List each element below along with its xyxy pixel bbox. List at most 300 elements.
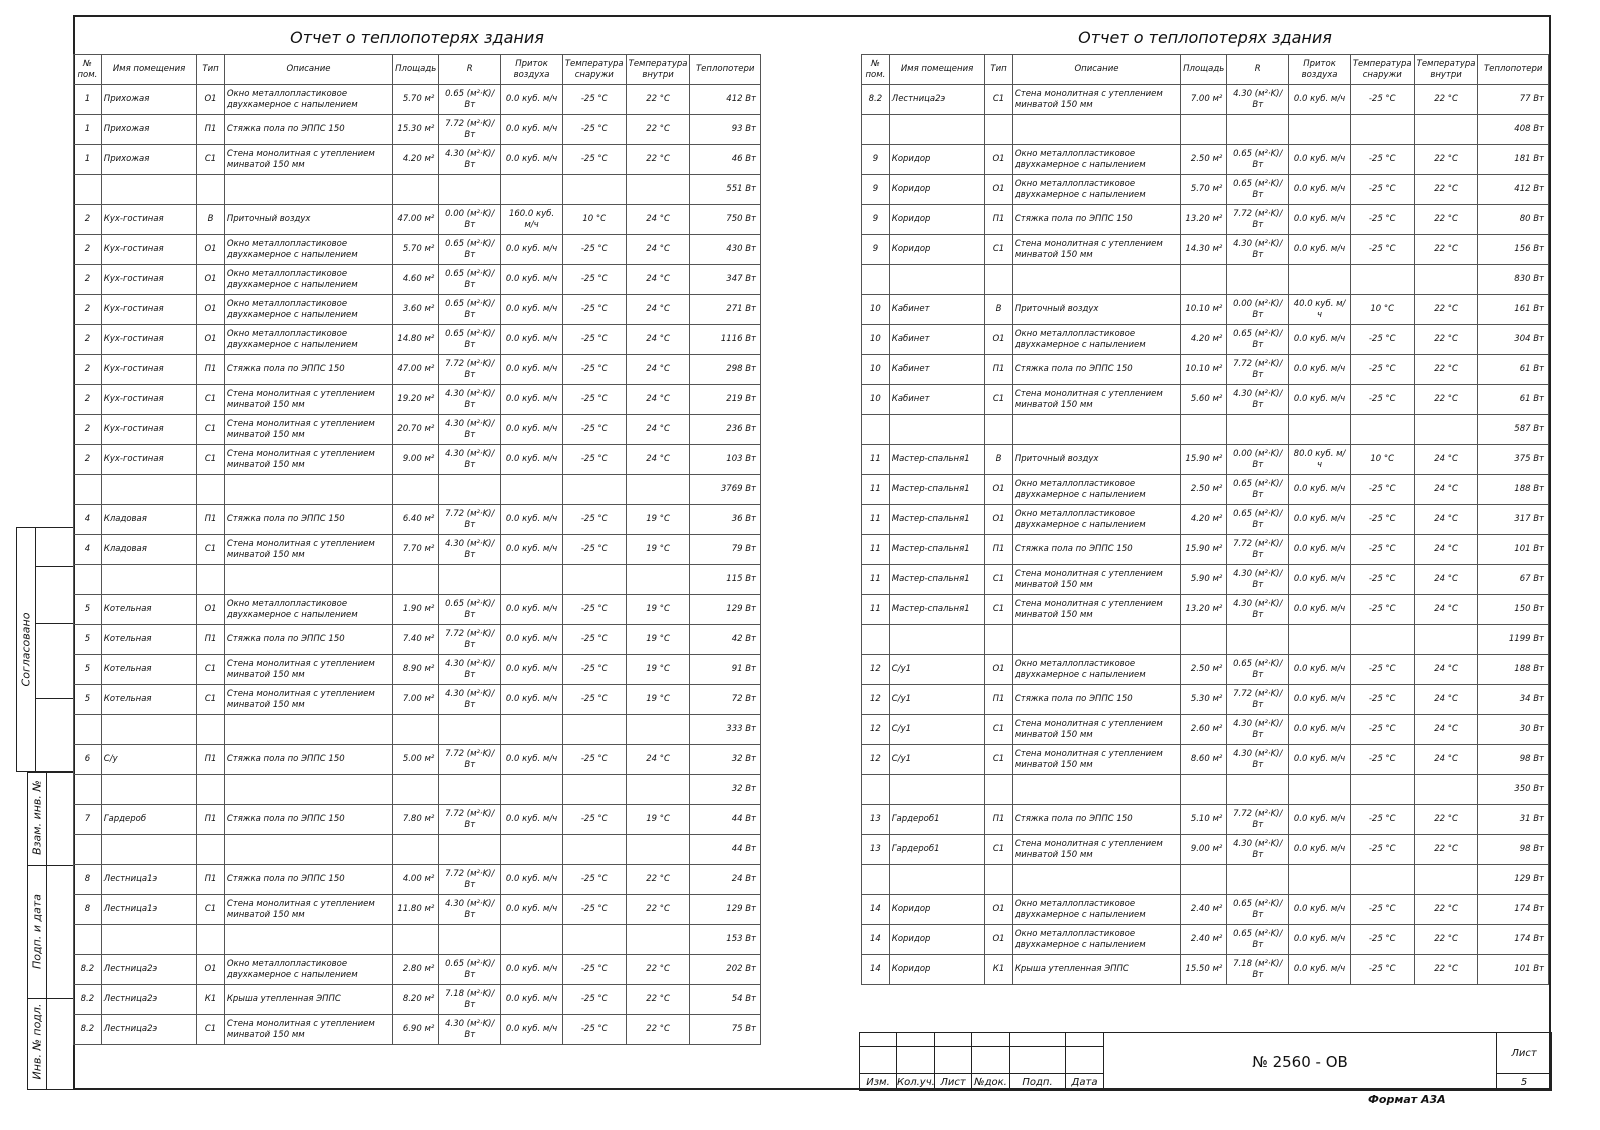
cell-temp-inside: 22 °C [626,985,690,1015]
cell-area: 14.80 м² [393,325,439,355]
cell-room-number: 6 [74,745,102,775]
cell-heat-loss: 93 Вт [690,115,761,145]
cell-air-inflow: 40.0 куб. м/ч [1289,295,1351,325]
cell-temp-inside: 24 °C [1414,715,1478,745]
header-r-value: R [439,55,501,85]
cell-type: К1 [985,955,1013,985]
cell-air-inflow: 0.0 куб. м/ч [501,1015,563,1045]
table-row [74,535,761,565]
cell-type: О1 [985,895,1013,925]
cell-type: О1 [985,655,1013,685]
cell-air-inflow: 0.0 куб. м/ч [1289,745,1351,775]
cell-room-name: Кабинет [889,385,984,415]
cell-temp-inside: 19 °C [626,595,690,625]
cell-temp-inside: 22 °C [1414,925,1478,955]
cell-room-number: 4 [74,535,102,565]
cell-r-value: 7.18 (м²·K)/Вт [439,985,501,1015]
cell-temp-outside: -25 °C [562,325,626,355]
table-row [74,85,761,115]
cell-temp-inside: 19 °C [626,535,690,565]
cell-air-inflow: 0.0 куб. м/ч [501,505,563,535]
cell-room-number: 11 [862,565,890,595]
cell-r-value: 0.65 (м²·K)/Вт [1227,925,1289,955]
cell-area: 4.00 м² [393,865,439,895]
cell-heat-loss: 129 Вт [690,895,761,925]
cell-description: Стена монолитная с утеплением минватой 150 мм [1012,595,1180,625]
cell-heat-loss: 103 Вт [690,445,761,475]
cell-temp-inside [626,715,690,745]
format-label: Формат А3А [1368,1093,1446,1106]
cell-temp-inside [626,475,690,505]
cell-description: Стена монолитная с утеплением минватой 150 мм [224,385,392,415]
cell-type: С1 [985,595,1013,625]
cell-description: Стена монолитная с утеплением минватой 150 мм [1012,745,1180,775]
cell-room-number: 8 [74,895,102,925]
cell-temp-outside: -25 °C [1350,85,1414,115]
cell-heat-loss: 79 Вт [690,535,761,565]
cell-room-name: Гардероб1 [889,835,984,865]
cell-r-value: 4.30 (м²·K)/Вт [1227,715,1289,745]
cell-room-name: Мастер-спальня1 [889,565,984,595]
cell-r-value: 7.72 (м²·K)/Вт [1227,805,1289,835]
cell-area: 7.00 м² [1181,85,1227,115]
cell-type: С1 [197,415,225,445]
cell-description: Окно металлопластиковое двухкамерное с напылением [224,235,392,265]
cell-room-name: Коридор [889,955,984,985]
header-room-name: Имя помещения [889,55,984,85]
report-title: Отчет о теплопотерях здания [290,28,544,47]
table-row [74,1015,761,1045]
subtotal-row [74,835,761,865]
cell-heat-loss: 98 Вт [1478,835,1549,865]
cell-air-inflow: 80.0 куб. м/ч [1289,445,1351,475]
cell-air-inflow [1289,265,1351,295]
stamp-col-label: Кол.уч. [897,1074,935,1091]
cell-temp-inside [1414,415,1478,445]
cell-room-number: 9 [862,175,890,205]
cell-room-name: Кух-гостиная [101,325,196,355]
cell-room-number: 1 [74,115,102,145]
cell-description: Стена монолитная с утеплением минватой 150 мм [224,655,392,685]
cell-r-value: 7.18 (м²·K)/Вт [1227,955,1289,985]
cell-description [224,925,392,955]
cell-r-value [439,775,501,805]
cell-description [224,565,392,595]
cell-room-number: 2 [74,385,102,415]
cell-description [1012,115,1180,145]
cell-heat-loss: 150 Вт [1478,595,1549,625]
cell-temp-inside [1414,625,1478,655]
header-area: Площадь [1181,55,1227,85]
cell-type: С1 [197,535,225,565]
table-row [74,415,761,445]
cell-r-value [439,925,501,955]
header-temp-inside: Температура внутри [626,55,690,85]
cell-room-name [889,265,984,295]
cell-room-name [889,625,984,655]
cell-room-name: Лестница2э [889,85,984,115]
cell-area: 5.70 м² [1181,175,1227,205]
table-row [74,145,761,175]
cell-r-value: 7.72 (м²·K)/Вт [439,865,501,895]
cell-air-inflow: 160.0 куб. м/ч [501,205,563,235]
cell-temp-inside: 22 °C [1414,295,1478,325]
cell-temp-inside: 19 °C [626,505,690,535]
stamp-col-label: Лист [935,1074,972,1091]
cell-temp-outside: -25 °C [1350,475,1414,505]
cell-air-inflow [501,475,563,505]
cell-room-name: С/у1 [889,745,984,775]
cell-temp-inside: 22 °C [1414,805,1478,835]
table-row [862,955,1549,985]
cell-room-number: 1 [74,85,102,115]
cell-r-value: 4.30 (м²·K)/Вт [1227,235,1289,265]
heatloss-table [73,54,761,1045]
cell-area: 2.50 м² [1181,145,1227,175]
cell-room-name [889,775,984,805]
cell-room-name: Кух-гостиная [101,415,196,445]
cell-air-inflow: 0.0 куб. м/ч [1289,955,1351,985]
cell-temp-outside: -25 °C [562,445,626,475]
cell-room-name: Мастер-спальня1 [889,445,984,475]
cell-room-number [74,925,102,955]
cell-room-name: Прихожая [101,115,196,145]
cell-room-number [74,565,102,595]
table-row [74,445,761,475]
cell-area: 2.40 м² [1181,925,1227,955]
cell-temp-outside: -25 °C [562,865,626,895]
cell-description: Стяжка пола по ЭППС 150 [224,625,392,655]
subtotal-row [862,865,1549,895]
side-stamp-field [27,772,74,1090]
cell-air-inflow: 0.0 куб. м/ч [1289,895,1351,925]
cell-heat-loss: 77 Вт [1478,85,1549,115]
cell-air-inflow: 0.0 куб. м/ч [501,295,563,325]
cell-description: Стяжка пола по ЭППС 150 [224,505,392,535]
table-row [74,355,761,385]
cell-room-number: 2 [74,445,102,475]
cell-area: 11.80 м² [393,895,439,925]
cell-type: В [197,205,225,235]
cell-temp-outside: -25 °C [562,955,626,985]
cell-air-inflow: 0.0 куб. м/ч [1289,685,1351,715]
header-temp-outside: Температура снаружи [562,55,626,85]
cell-description: Окно металлопластиковое двухкамерное с напылением [224,265,392,295]
cell-type [985,115,1013,145]
cell-heat-loss: 188 Вт [1478,475,1549,505]
cell-type: С1 [985,745,1013,775]
table-row [74,115,761,145]
cell-area: 5.70 м² [393,235,439,265]
cell-room-name: Коридор [889,895,984,925]
cell-air-inflow: 0.0 куб. м/ч [501,655,563,685]
cell-room-name [889,115,984,145]
table-row [862,445,1549,475]
cell-air-inflow: 0.0 куб. м/ч [501,115,563,145]
cell-air-inflow [501,925,563,955]
cell-area: 15.50 м² [1181,955,1227,985]
cell-r-value: 4.30 (м²·K)/Вт [439,535,501,565]
cell-room-name: Кух-гостиная [101,355,196,385]
cell-air-inflow: 0.0 куб. м/ч [501,535,563,565]
cell-temp-inside: 24 °C [1414,445,1478,475]
table-row [862,85,1549,115]
cell-heat-loss: 34 Вт [1478,685,1549,715]
cell-area: 6.90 м² [393,1015,439,1045]
cell-r-value: 0.00 (м²·K)/Вт [1227,295,1289,325]
cell-air-inflow: 0.0 куб. м/ч [501,445,563,475]
cell-r-value: 7.72 (м²·K)/Вт [439,805,501,835]
cell-heat-loss: 98 Вт [1478,745,1549,775]
cell-air-inflow: 0.0 куб. м/ч [501,355,563,385]
cell-temp-inside: 24 °C [1414,535,1478,565]
cell-air-inflow: 0.0 куб. м/ч [1289,205,1351,235]
table-row [862,385,1549,415]
table-row [862,475,1549,505]
table-row [74,895,761,925]
cell-heat-loss: 174 Вт [1478,895,1549,925]
cell-temp-inside: 24 °C [626,235,690,265]
cell-r-value [1227,775,1289,805]
cell-temp-inside: 19 °C [626,685,690,715]
cell-air-inflow: 0.0 куб. м/ч [501,385,563,415]
cell-air-inflow: 0.0 куб. м/ч [1289,655,1351,685]
subtotal-row [862,265,1549,295]
header-description: Описание [1012,55,1180,85]
cell-temp-outside [1350,775,1414,805]
cell-description [1012,865,1180,895]
cell-type [197,175,225,205]
cell-room-number: 10 [862,385,890,415]
cell-r-value: 4.30 (м²·K)/Вт [1227,745,1289,775]
cell-type: С1 [197,685,225,715]
table-row [74,595,761,625]
cell-type: С1 [197,1015,225,1045]
cell-room-name: Лестница2э [101,955,196,985]
cell-air-inflow: 0.0 куб. м/ч [1289,565,1351,595]
cell-description: Стяжка пола по ЭППС 150 [224,805,392,835]
cell-temp-outside: -25 °C [1350,175,1414,205]
cell-room-number: 7 [74,805,102,835]
cell-type: П1 [197,115,225,145]
cell-temp-outside [562,475,626,505]
cell-air-inflow: 0.0 куб. м/ч [1289,805,1351,835]
cell-temp-inside: 22 °C [1414,325,1478,355]
cell-r-value: 0.65 (м²·K)/Вт [439,235,501,265]
cell-area: 2.60 м² [1181,715,1227,745]
cell-area: 5.00 м² [393,745,439,775]
stamp-col-label: Подп. [1010,1074,1066,1091]
cell-area [393,835,439,865]
table-row [862,655,1549,685]
cell-temp-outside: -25 °C [562,985,626,1015]
cell-r-value: 7.72 (м²·K)/Вт [439,625,501,655]
cell-heat-loss: 412 Вт [690,85,761,115]
cell-r-value: 4.30 (м²·K)/Вт [439,145,501,175]
cell-r-value: 4.30 (м²·K)/Вт [1227,835,1289,865]
cell-description [1012,265,1180,295]
cell-room-name: Лестница2э [101,985,196,1015]
cell-temp-inside: 19 °C [626,625,690,655]
table-row [862,505,1549,535]
cell-room-number: 10 [862,355,890,385]
cell-room-name: Кабинет [889,355,984,385]
cell-temp-outside [1350,265,1414,295]
cell-type [197,565,225,595]
cell-temp-inside: 19 °C [626,805,690,835]
cell-air-inflow: 0.0 куб. м/ч [501,265,563,295]
cell-room-name [889,415,984,445]
cell-type: П1 [985,205,1013,235]
cell-type [985,775,1013,805]
cell-temp-outside: 10 °C [1350,295,1414,325]
cell-air-inflow: 0.0 куб. м/ч [501,415,563,445]
cell-temp-inside [1414,115,1478,145]
cell-heat-loss: 375 Вт [1478,445,1549,475]
cell-type: О1 [985,925,1013,955]
cell-room-name: С/у1 [889,655,984,685]
cell-temp-outside: -25 °C [562,745,626,775]
stamp-col-label: Изм. [860,1074,897,1091]
cell-temp-outside: -25 °C [1350,205,1414,235]
cell-temp-outside: -25 °C [562,655,626,685]
cell-area: 5.90 м² [1181,565,1227,595]
cell-room-number: 14 [862,955,890,985]
cell-air-inflow: 0.0 куб. м/ч [1289,145,1351,175]
cell-type: О1 [985,475,1013,505]
table-row [74,265,761,295]
cell-temp-inside [1414,865,1478,895]
cell-type: С1 [985,85,1013,115]
cell-type: С1 [985,385,1013,415]
cell-type: С1 [197,385,225,415]
cell-temp-outside [562,775,626,805]
cell-room-number [862,265,890,295]
table-row [862,175,1549,205]
cell-description: Стена монолитная с утеплением минватой 150 мм [224,685,392,715]
table-row [862,565,1549,595]
cell-type [197,715,225,745]
cell-room-name: Коридор [889,145,984,175]
cell-air-inflow [1289,865,1351,895]
cell-air-inflow: 0.0 куб. м/ч [1289,835,1351,865]
header-room-number: № пом. [862,55,890,85]
cell-temp-outside [1350,865,1414,895]
cell-air-inflow: 0.0 куб. м/ч [501,805,563,835]
header-temp-inside: Температура внутри [1414,55,1478,85]
cell-description: Стяжка пола по ЭППС 150 [224,355,392,385]
cell-temp-inside: 24 °C [626,745,690,775]
cell-description: Стена монолитная с утеплением минватой 150 мм [224,895,392,925]
cell-heat-loss: 54 Вт [690,985,761,1015]
cell-room-name: Мастер-спальня1 [889,535,984,565]
header-temp-outside: Температура снаружи [1350,55,1414,85]
cell-temp-outside [562,835,626,865]
cell-room-number: 10 [862,325,890,355]
cell-type: В [985,295,1013,325]
cell-area: 14.30 м² [1181,235,1227,265]
cell-description: Окно металлопластиковое двухкамерное с напылением [224,325,392,355]
cell-room-number: 9 [862,235,890,265]
cell-room-name [101,475,196,505]
cell-air-inflow [501,175,563,205]
cell-room-number: 11 [862,475,890,505]
cell-room-name: Коридор [889,235,984,265]
cell-heat-loss: 75 Вт [690,1015,761,1045]
cell-air-inflow: 0.0 куб. м/ч [501,745,563,775]
cell-type: П1 [985,685,1013,715]
cell-type: О1 [197,85,225,115]
cell-area [1181,415,1227,445]
cell-heat-loss: 80 Вт [1478,205,1549,235]
subtotal-row [74,175,761,205]
cell-heat-loss: 36 Вт [690,505,761,535]
cell-heat-loss: 304 Вт [1478,325,1549,355]
cell-room-number: 8.2 [74,955,102,985]
cell-room-number: 5 [74,595,102,625]
cell-r-value: 0.65 (м²·K)/Вт [1227,475,1289,505]
cell-temp-inside: 24 °C [1414,655,1478,685]
cell-description: Окно металлопластиковое двухкамерное с напылением [1012,895,1180,925]
cell-room-number: 13 [862,835,890,865]
cell-room-number [74,775,102,805]
cell-area: 4.20 м² [1181,505,1227,535]
cell-room-number: 2 [74,235,102,265]
cell-description: Стена монолитная с утеплением минватой 150 мм [1012,715,1180,745]
cell-heat-loss: 115 Вт [690,565,761,595]
cell-temp-outside: -25 °C [562,115,626,145]
cell-description: Стена монолитная с утеплением минватой 150 мм [224,535,392,565]
cell-temp-outside: 10 °C [562,205,626,235]
cell-temp-inside: 24 °C [626,205,690,235]
table-row [74,805,761,835]
cell-temp-inside: 22 °C [1414,175,1478,205]
header-room-name: Имя помещения [101,55,196,85]
cell-heat-loss: 317 Вт [1478,505,1549,535]
report-left [73,22,761,1045]
cell-air-inflow [501,715,563,745]
cell-temp-inside [626,175,690,205]
cell-r-value: 7.72 (м²·K)/Вт [1227,205,1289,235]
cell-heat-loss: 91 Вт [690,655,761,685]
cell-room-number: 9 [862,205,890,235]
cell-type: О1 [197,235,225,265]
cell-temp-inside: 22 °C [1414,835,1478,865]
cell-air-inflow: 0.0 куб. м/ч [501,625,563,655]
cell-temp-inside [626,925,690,955]
cell-heat-loss: 347 Вт [690,265,761,295]
cell-area: 15.30 м² [393,115,439,145]
header-heat-loss: Теплопотери [690,55,761,85]
cell-room-name [101,925,196,955]
cell-temp-outside: -25 °C [562,505,626,535]
cell-type [197,835,225,865]
cell-temp-outside [1350,625,1414,655]
sheet-number: 5 [1497,1074,1552,1091]
cell-type [985,415,1013,445]
cell-area: 5.60 м² [1181,385,1227,415]
cell-type: О1 [197,265,225,295]
cell-type: С1 [985,235,1013,265]
table-row [74,985,761,1015]
cell-description: Крыша утепленная ЭППС [1012,955,1180,985]
cell-type: С1 [985,565,1013,595]
subtotal-row [74,565,761,595]
cell-air-inflow [1289,625,1351,655]
cell-temp-outside: -25 °C [562,415,626,445]
cell-r-value [1227,415,1289,445]
table-row [862,145,1549,175]
